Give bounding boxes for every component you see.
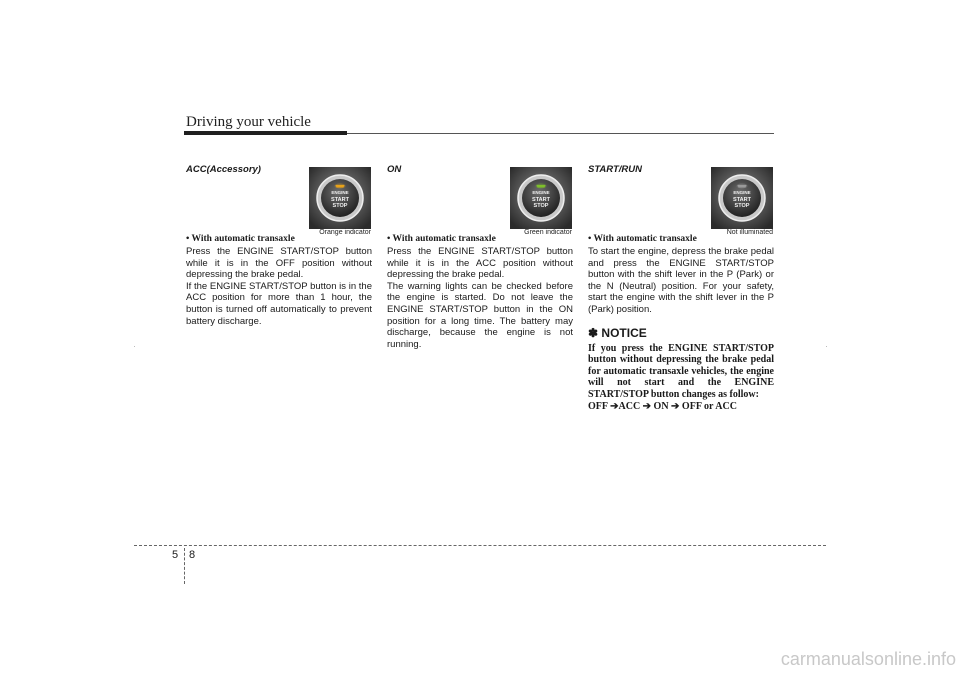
bullet-heading: • With automatic transaxle [186,234,295,244]
button-label-line: START [733,197,751,203]
button-label-line: ENGINE [532,190,550,195]
footer-vertical-rule [184,548,185,584]
section-acc [186,164,372,327]
button-label-line: START [532,197,550,203]
notice-title: NOTICE [601,325,647,340]
button-label-line: STOP [734,203,750,209]
notice-text: If you press the ENGINE START/STOP button without depressing the brake pedal for automatic transaxle vehicles, the engine will not start and the ENGINE START/STOP button changes as follow: [588,342,774,400]
image-caption: Green indicator [524,229,572,236]
image-caption: Orange indicator [319,229,371,236]
page-header-title: Driving your vehicle [186,114,311,130]
header-rule-thick [184,131,347,135]
margin-dot [826,346,827,347]
page-number: 8 [189,549,196,561]
indicator-glow [335,184,346,189]
notice-sequence: OFF ➔ACC ➔ ON ➔ OFF or ACC [588,400,737,412]
notice-heading [588,326,774,340]
image-caption: Not illuminated [726,229,773,236]
body-text: Press the ENGINE START/STOP button while it is in the ACC position without depressing the brake pedal. The warning lights can be checked before the engine is started. Do not leave the ENGINE START/STOP button in the ON position for a long time. The battery may discharge, because the engine is not running. [387,246,573,350]
bullet-heading: • With automatic transaxle [588,234,697,244]
indicator-glow [737,184,748,189]
section-title: START/RUN [588,164,643,175]
indicator-glow [536,184,547,189]
body-text: Press the ENGINE START/STOP button while it is in the OFF position without depressing the brake pedal. If the ENGINE START/STOP button is in the ACC position for more than 1 hour, the button is turned off automatically to prevent battery discharge. [186,246,372,327]
footer-rule [134,545,826,546]
section-start-run [588,164,774,412]
engine-start-stop-button-image [711,167,773,229]
button-label-line: STOP [533,203,549,209]
section-title: ON [387,164,402,175]
notice-star-icon: ✽ [588,325,599,340]
button-label-line: STOP [332,203,348,209]
button-label-line: START [331,197,349,203]
engine-start-stop-button-image [510,167,572,229]
watermark: carmanualsonline.info [780,649,956,669]
body-text: To start the engine, depress the brake pedal and press the ENGINE START/STOP button with the shift lever in the P (Park) or the N (Neutral) position. For your safety, start the engine with the shift lever in the P (Park) position. [588,246,774,315]
header-rule-thin [347,133,774,134]
button-label-line: ENGINE [331,190,349,195]
margin-dot [134,346,135,347]
section-on [387,164,573,350]
chapter-number: 5 [172,549,179,561]
section-title: ACC(Accessory) [186,164,261,175]
engine-start-stop-button-image [309,167,371,229]
bullet-heading: • With automatic transaxle [387,234,496,244]
button-label-line: ENGINE [733,190,751,195]
